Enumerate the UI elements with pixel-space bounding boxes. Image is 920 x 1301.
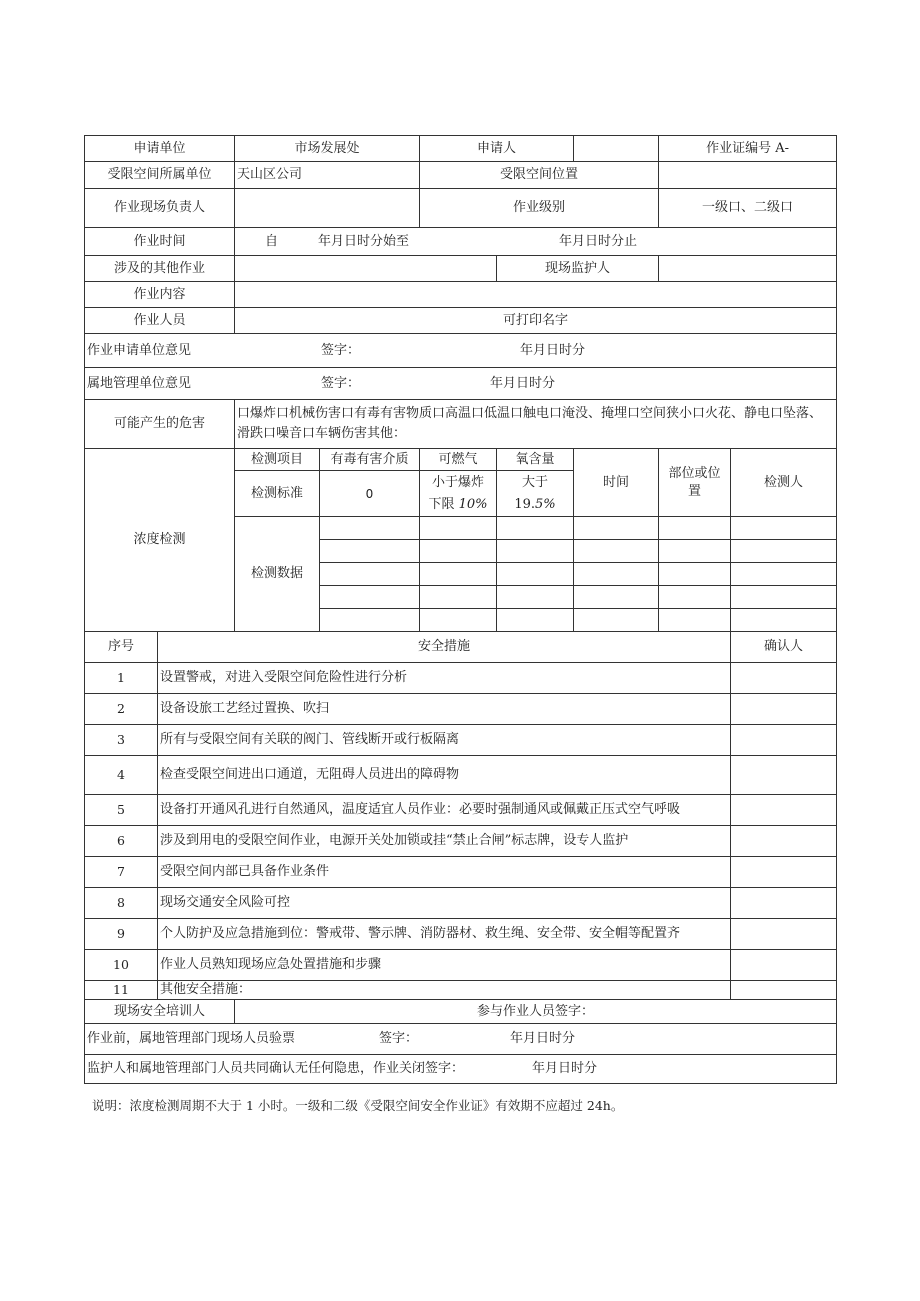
measure-row (85, 694, 837, 725)
owner-opinion-sign: 签字： (321, 375, 361, 391)
detection-inspector-label: 检测人 (731, 449, 837, 517)
close-row[interactable] (85, 1055, 837, 1084)
data-cell[interactable] (497, 586, 574, 609)
combustible-standard-line2: 下限 (428, 496, 455, 512)
data-cell[interactable] (731, 517, 837, 540)
work-level-label: 作业级别 (420, 189, 659, 228)
measure-confirm-cell[interactable] (731, 950, 837, 981)
detection-data-label: 检测数据 (235, 517, 320, 632)
apply-opinion-date: 年月日时分 (520, 342, 586, 358)
detection-position-label: 部位或位置 (659, 449, 731, 517)
measure-confirm-cell[interactable] (731, 756, 837, 795)
measure-confirm-cell[interactable] (731, 857, 837, 888)
owner-opinion-label: 属地管理单位意见 (87, 375, 192, 391)
data-cell[interactable] (497, 609, 574, 632)
measure-confirm-cell[interactable] (731, 725, 837, 756)
oxygen-standard-line2: 19. (514, 496, 536, 512)
data-cell[interactable] (659, 609, 731, 632)
monitor-label: 现场监护人 (497, 256, 659, 282)
measure-no: 9 (85, 919, 158, 950)
measure-row (85, 857, 837, 888)
detection-time-label: 时间 (574, 449, 659, 517)
apply-opinion-row[interactable] (85, 334, 837, 368)
data-cell[interactable] (420, 540, 497, 563)
personnel-value[interactable]: 可打印名字 (235, 308, 837, 334)
data-cell[interactable] (320, 586, 420, 609)
work-time-end: 年月日时分止 (559, 233, 638, 249)
data-cell[interactable] (497, 540, 574, 563)
pre-check-sign: 签字： (379, 1031, 419, 1046)
data-cell[interactable] (574, 540, 659, 563)
data-cell[interactable] (497, 563, 574, 586)
combustible-standard-value: 10% (458, 496, 488, 512)
pre-check-label: 作业前，属地管理部门现场人员验票 (87, 1031, 296, 1046)
measure-confirm-cell[interactable] (731, 694, 837, 725)
space-unit-value[interactable]: 天山区公司 (235, 162, 420, 189)
oxygen-standard-value: 5% (535, 496, 556, 512)
data-cell[interactable] (420, 609, 497, 632)
measure-no: 8 (85, 888, 158, 919)
measure-confirm-cell[interactable] (731, 888, 837, 919)
apply-unit-label: 申请单位 (85, 136, 235, 162)
personnel-label: 作业人员 (85, 308, 235, 334)
detection-section-label: 浓度检测 (85, 449, 235, 632)
measure-no: 6 (85, 826, 158, 857)
space-location-label: 受限空间位置 (420, 162, 659, 189)
measure-row (85, 888, 837, 919)
measure-confirm-cell[interactable] (731, 663, 837, 694)
measure-row (85, 919, 837, 950)
measure-text: 设备打开通风孔进行自然通风，温度适宜人员作业：必要时强制通风或佩戴正压式空气呼吸 (158, 795, 731, 826)
site-leader-label: 作业现场负责人 (85, 189, 235, 228)
measure-no: 5 (85, 795, 158, 826)
combustible-standard-line1: 小于爆炸 (431, 474, 484, 490)
other-work-value[interactable] (235, 256, 497, 282)
apply-opinion-sign: 签字： (321, 342, 361, 358)
data-cell[interactable] (320, 540, 420, 563)
measure-no: 1 (85, 663, 158, 694)
permit-table (84, 135, 837, 449)
measure-text: 现场交通安全风险可控 (158, 888, 731, 919)
owner-opinion-date: 年月日时分 (490, 375, 556, 391)
permit-no-label: 作业证编号 A- (659, 136, 837, 162)
applicant-label: 申请人 (420, 136, 574, 162)
measure-no: 3 (85, 725, 158, 756)
work-time-value[interactable] (235, 228, 837, 256)
measure-text: 作业人员熟知现场应急处置措施和步骤 (158, 950, 731, 981)
data-cell[interactable] (574, 609, 659, 632)
footer-table (84, 999, 837, 1084)
measure-row (85, 725, 837, 756)
data-cell[interactable] (497, 517, 574, 540)
site-leader-value[interactable] (235, 189, 420, 228)
measure-text: 所有与受限空间有关联的阀门、管线断开或行板隔离 (158, 725, 731, 756)
detection-standard-label: 检测标准 (235, 471, 320, 517)
measure-row (85, 981, 837, 1000)
measure-text: 检查受限空间进出口通道，无阻碍人员进出的障碍物 (158, 756, 731, 795)
pre-check-date: 年月日时分 (510, 1031, 576, 1046)
measure-confirm-cell[interactable] (731, 826, 837, 857)
permit-form (84, 135, 836, 1084)
measures-header: 安全措施 (158, 632, 731, 663)
measure-confirm-cell[interactable] (731, 919, 837, 950)
data-cell[interactable] (659, 517, 731, 540)
data-cell[interactable] (731, 563, 837, 586)
data-cell[interactable] (731, 540, 837, 563)
detection-table (84, 448, 837, 632)
detection-oxygen-label: 氧含量 (497, 449, 574, 471)
space-unit-label: 受限空间所属单位 (85, 162, 235, 189)
apply-opinion-label: 作业申请单位意见 (87, 342, 192, 358)
measure-row (85, 663, 837, 694)
measure-row (85, 795, 837, 826)
data-cell[interactable] (574, 517, 659, 540)
measure-no: 2 (85, 694, 158, 725)
data-cell[interactable] (574, 586, 659, 609)
pre-check-row[interactable] (85, 1024, 837, 1055)
measure-no: 11 (85, 981, 158, 1000)
measure-row (85, 756, 837, 795)
work-time-start: 年月日时分始至 (318, 233, 410, 249)
other-work-label: 涉及的其他作业 (85, 256, 235, 282)
data-cell[interactable] (659, 563, 731, 586)
work-level-value[interactable]: 一级口、二级口 (659, 189, 837, 228)
content-label: 作业内容 (85, 282, 235, 308)
data-cell[interactable] (420, 586, 497, 609)
measures-confirm-header: 确认人 (731, 632, 837, 663)
measure-row (85, 950, 837, 981)
hazard-value[interactable]: 口爆炸口机械伤害口有毒有害物质口高温口低温口触电口淹没、掩埋口空间狭小口火花、静电口坠落、滑跌口噪音口车辆伤害其他： (235, 400, 837, 449)
combustible-standard (420, 471, 497, 517)
data-cell[interactable] (574, 563, 659, 586)
footnote: 说明：浓度检测周期不大于 1 小时。一级和二级《受限空间安全作业证》有效期不应超过 24h。 (92, 1098, 624, 1113)
trainer-label: 现场安全培训人 (85, 1000, 235, 1024)
measure-no: 4 (85, 756, 158, 795)
detection-item-label: 检测项目 (235, 449, 320, 471)
close-label: 监护人和属地管理部门人员共同确认无任何隐患，作业关闭签字： (87, 1061, 465, 1076)
measure-text: 个人防护及应急措施到位：警戒带、警示牌、消防器材、救生绳、安全带、安全帽等配置齐 (158, 919, 731, 950)
close-date: 年月日时分 (532, 1061, 598, 1076)
apply-unit-value[interactable]: 市场发展处 (235, 136, 420, 162)
measure-text: 设备设旅工艺经过置换、吹扫 (158, 694, 731, 725)
oxygen-standard (497, 471, 574, 517)
measure-confirm-cell[interactable] (731, 981, 837, 1000)
participants-label[interactable]: 参与作业人员签字： (235, 1000, 837, 1024)
measures-no-header: 序号 (85, 632, 158, 663)
data-cell[interactable] (659, 540, 731, 563)
owner-opinion-row[interactable] (85, 368, 837, 400)
measure-no: 10 (85, 950, 158, 981)
measure-row (85, 826, 837, 857)
data-cell[interactable] (731, 609, 837, 632)
data-cell[interactable] (420, 517, 497, 540)
space-location-value[interactable] (659, 162, 837, 189)
detection-combustible-label: 可燃气 (420, 449, 497, 471)
measure-text: 受限空间内部已具备作业条件 (158, 857, 731, 888)
monitor-value[interactable] (659, 256, 837, 282)
measure-confirm-cell[interactable] (731, 795, 837, 826)
measure-text: 设置警戒，对进入受限空间危险性进行分析 (158, 663, 731, 694)
toxic-standard: 0 (320, 471, 420, 517)
measures-table (84, 631, 837, 1000)
data-cell[interactable] (731, 586, 837, 609)
work-time-from: 自 (265, 233, 279, 249)
content-value[interactable] (235, 282, 837, 308)
data-cell[interactable] (659, 586, 731, 609)
data-cell[interactable] (320, 609, 420, 632)
oxygen-standard-line1: 大于 (521, 474, 548, 490)
work-time-label: 作业时间 (85, 228, 235, 256)
applicant-value[interactable] (574, 136, 659, 162)
measure-text: 涉及到用电的受限空间作业，电源开关处加锁或挂“禁止合闸”标志牌，设专人监护 (158, 826, 731, 857)
detection-toxic-label: 有毒有害介质 (320, 449, 420, 471)
data-cell[interactable] (420, 563, 497, 586)
data-cell[interactable] (320, 563, 420, 586)
data-cell[interactable] (320, 517, 420, 540)
measure-no: 7 (85, 857, 158, 888)
hazard-label: 可能产生的危害 (85, 400, 235, 449)
measure-text: 其他安全措施： (158, 981, 731, 1000)
